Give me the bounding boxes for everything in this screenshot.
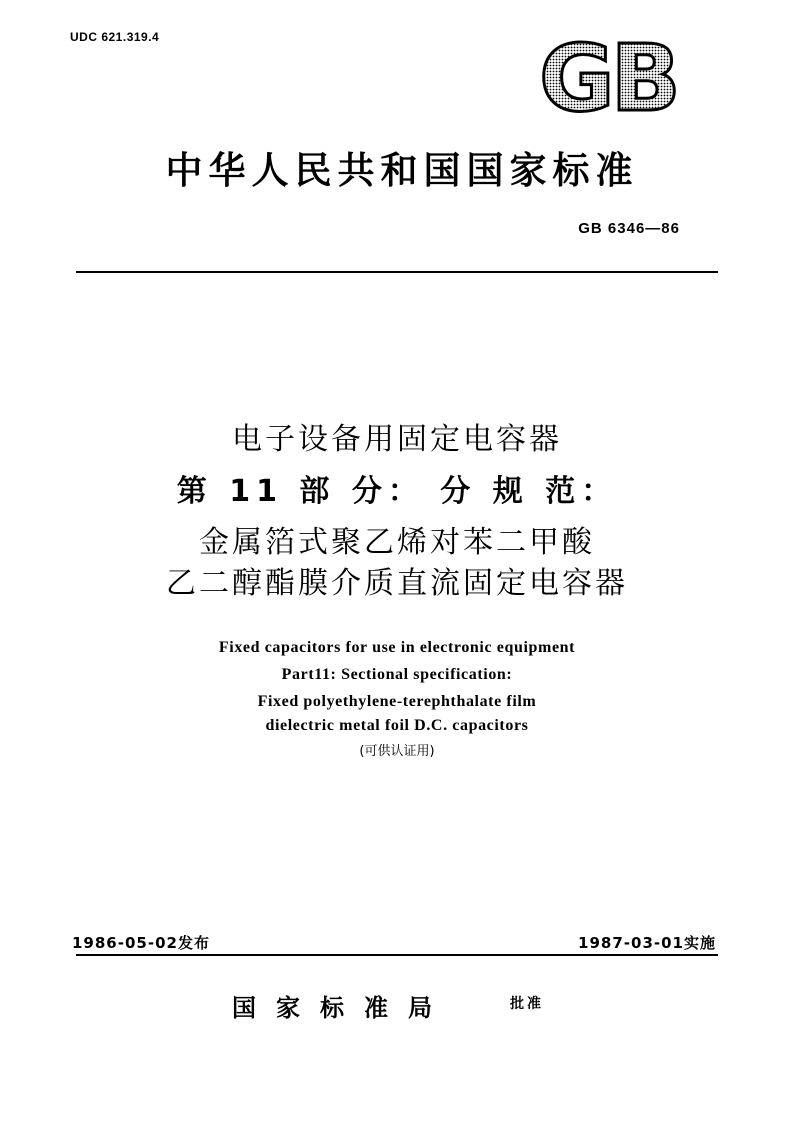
issue-date: 1986-05-02发布 [72, 934, 210, 952]
gb-logo-text: GB [539, 34, 677, 118]
udc-code: UDC 621.319.4 [70, 30, 160, 44]
en-title-line-4: dielectric metal foil D.C. capacitors [265, 717, 529, 734]
certification-note: (可供认证用) [359, 744, 435, 759]
effective-date: 1987-03-01实施 [578, 934, 716, 952]
top-divider [76, 271, 718, 273]
gb-logo [528, 34, 688, 118]
national-standard-title: 中华人民共和国国家标准 [165, 149, 639, 192]
en-title-line-1: Fixed capacitors for use in electronic equipment [218, 639, 576, 656]
en-title-line-3: Fixed polyethylene-terephthalate film [257, 693, 537, 710]
en-title-line-2: Part11: Sectional specification: [281, 666, 513, 683]
issuing-authority: 国家标准局 [232, 993, 452, 1022]
standard-number: GB 6346—86 [578, 220, 680, 237]
approve-label: 批准 [510, 996, 544, 1012]
cn-title-line-4: 乙二醇酯膜介质直流固定电容器 [166, 566, 628, 601]
cn-title-line-3: 金属箔式聚乙烯对苯二甲酸 [199, 525, 595, 560]
cn-title-line-1: 电子设备用固定电容器 [232, 422, 562, 457]
bottom-divider [76, 954, 718, 956]
cn-title-line-2: 第 11 部 分： 分 规 范： [176, 474, 618, 509]
